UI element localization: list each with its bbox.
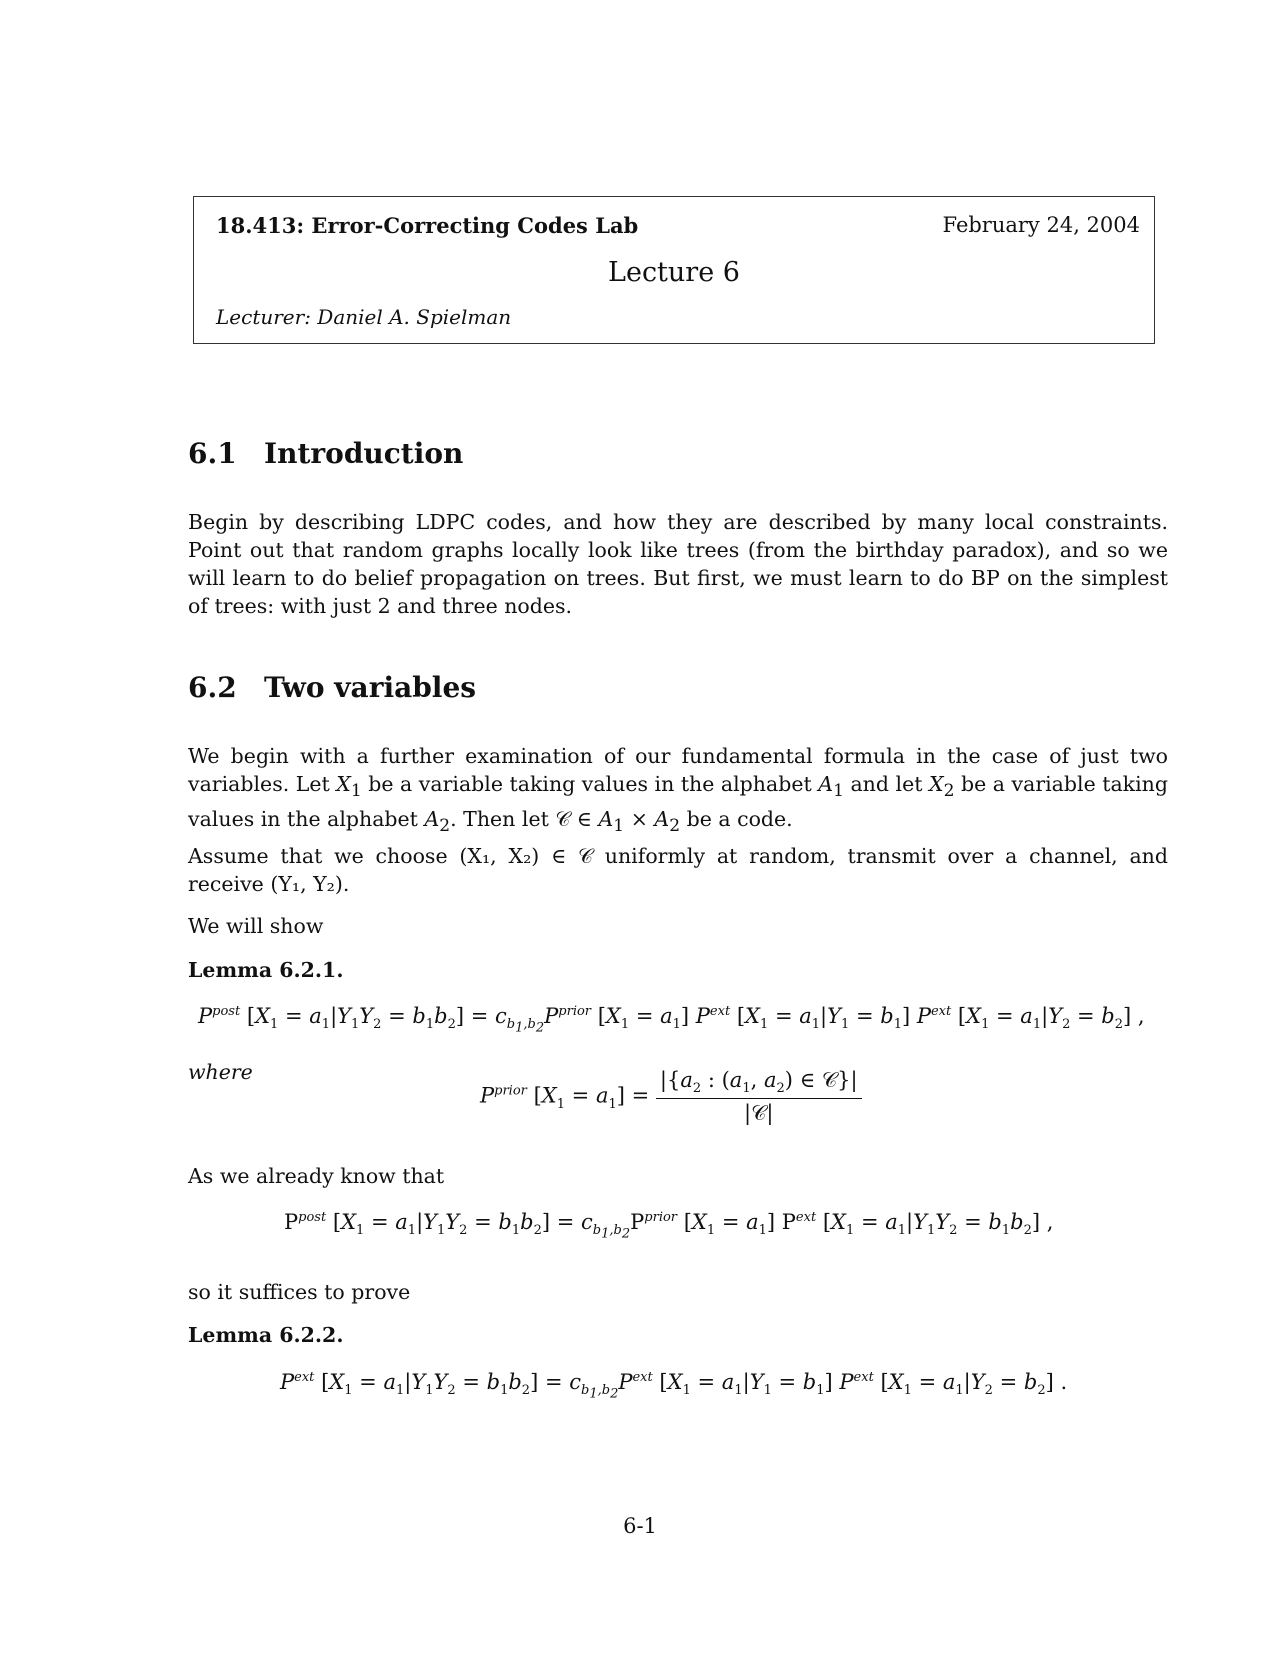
already-know-text: As we already know that bbox=[188, 1164, 445, 1188]
lemma-6-2-1-equation: $P^{post}$ $[X_1 = a_1|Y_1Y_2 = b_1b_2] = c_{b_1,b_2}P^{prior}$ $[X_1 = a_1]$ $P^{ext}$ $[X_1 = a_1|Y_1 = b_1]$ $P^{ext}$ $[X_1 = a_1|Y_2 = b_2]$ , bbox=[198, 1004, 1145, 1036]
section-heading-introduction bbox=[188, 437, 463, 470]
page-number: 6-1 bbox=[623, 1514, 657, 1538]
lecturer-name: Lecturer: Daniel A. Spielman bbox=[216, 305, 512, 329]
lecture-title: Lecture 6 bbox=[608, 257, 740, 288]
assume-paragraph: Assume that we choose (X₁, X₂) ∈ 𝒞 uniformly at random, transmit over a channel, and receive (Y₁, Y₂). bbox=[188, 844, 1168, 896]
section-title: Two variables bbox=[264, 671, 477, 704]
lemma-6-2-2-equation: $P^{ext}$ $[X_1 = a_1|Y_1Y_2 = b_1b_2] = c_{b_1,b_2}P^{ext}$ $[X_1 = a_1|Y_1 = b_1]$ $P^{ext}$ $[X_1 = a_1|Y_2 = b_2]$ . bbox=[280, 1370, 1068, 1402]
intro-paragraph: Begin by describing LDPC codes, and how they are described by many local constraints. Point out that random graphs locally look like trees (from the birthday paradox), and so we will learn to do belief propagation on trees. But first, we must learn to do BP on the simplest of trees: with just 2 and three nodes. bbox=[188, 510, 1168, 618]
we-will-show-text: We will show bbox=[188, 914, 324, 938]
section-number: 6.1 bbox=[188, 437, 237, 470]
lecture-date: February 24, 2004 bbox=[942, 213, 1140, 237]
prior-definition-equation: $P^{prior}$ $[X_1 = a_1]$ = $\frac{|\{a_2 : (a_1, a_2) \in 𝒞\}|}{\text{|𝒞|}}$ bbox=[480, 1068, 862, 1126]
section-title: Introduction bbox=[264, 437, 464, 470]
lemma-6-2-2-label: Lemma 6.2.2. bbox=[188, 1323, 344, 1347]
known-posterior-equation: $P^{post}$ $[X_1 = a_1|Y_1Y_2 = b_1b_2] = c_{b_1,b_2}P^{prior}$ $[X_1 = a_1]$ $P^{ext}$ $[X_1 = a_1|Y_1Y_2 = b_1b_2]$ , bbox=[284, 1210, 1054, 1242]
course-title: 18.413: Error-Correcting Codes Lab bbox=[216, 213, 639, 238]
where-label: where bbox=[188, 1060, 253, 1084]
section-heading-two-variables bbox=[188, 671, 476, 704]
suffices-text: so it suffices to prove bbox=[188, 1280, 411, 1304]
lemma-6-2-1-label: Lemma 6.2.1. bbox=[188, 958, 344, 982]
section-number: 6.2 bbox=[188, 671, 237, 704]
two-variables-paragraph: We begin with a further examination of our fundamental formula in the case of just two variables. Let $X_1$ be a variable taking values in the alphabet $A_1$ and let $X_2$ be a variable taking values in the alphabet $A_2$. Then let 𝒞 ∈ $A_1 \times A_2$ be a code. bbox=[188, 744, 1168, 837]
lecture-header-box bbox=[193, 196, 1155, 344]
